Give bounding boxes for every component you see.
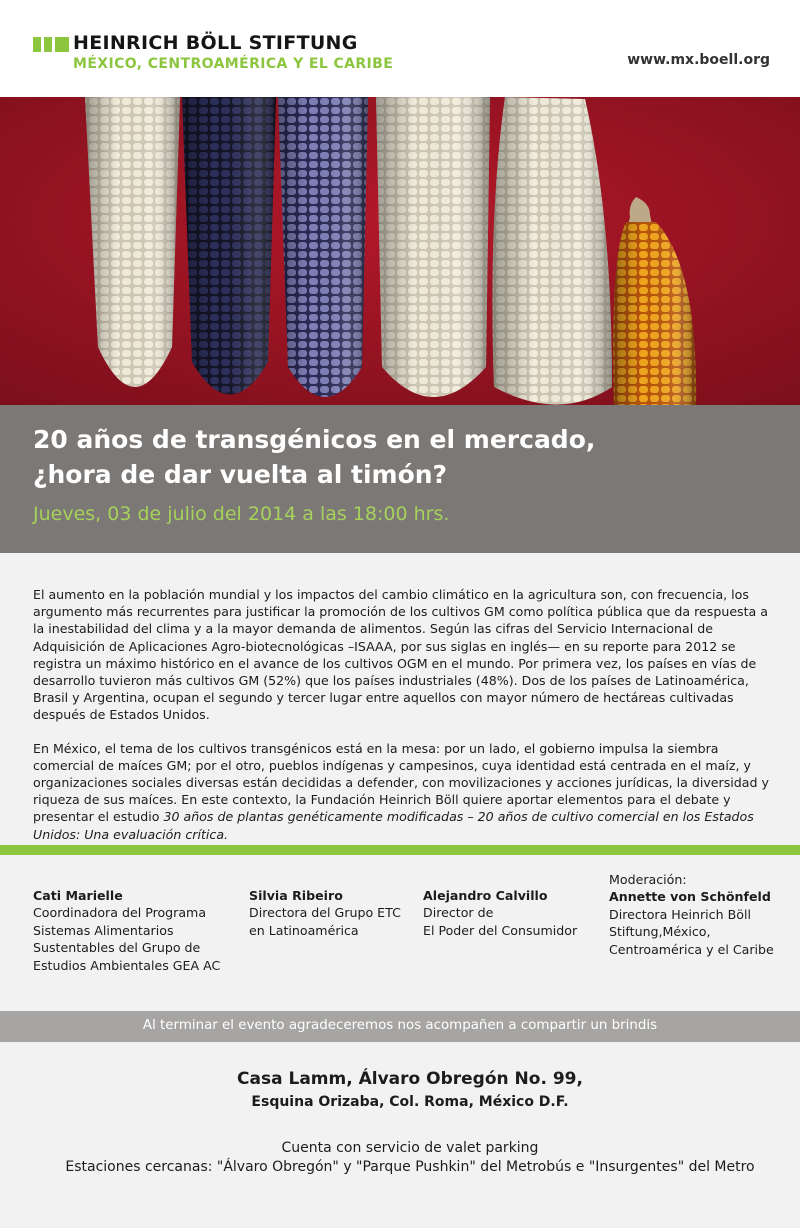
description-paragraph-1: El aumento en la población mundial y los impactos del cambio climático en la agricultura son, con frecuencia, los argumento más recurrentes para justificar la promoción de los cultivos GM como política pública que da respuesta a la inestabilidad del clima y a la mayor demanda de alimentos. Según las cifras del Servicio Internacional de Adquisición de Aplicaciones Agro-biotecnológicas –ISAAA, por sus siglas en inglés— en su reporte para 2012 se registra un máximo histórico en el avance de los cultivos OGM en el mundo. Por primera vez, los países en vías de desarrollo tuvieron más cultivos GM (52%) que los países industriales (48%). Dos de los países de Latinoamérica, Brasil y Argentina, ocupan el segundo y tercer lugar entre aquellos con mayor número de hectáreas cultivadas después de Estados Unidos.: [33, 587, 768, 723]
moderator-annette-von-schonfeld: [609, 871, 774, 958]
paragraph-2-text: En México, el tema de los cultivos transgénicos está en la mesa: por un lado, el gobierno impulsa la siembra comercial de maíces GM; por el otro, pueblos indígenas y campesinos, cuya identidad está centrada en el maíz, y organizaciones sociales diversas están decididas a defender, con movilizaciones y acciones jurídicas, la diversidad y riqueza de sus maíces. En este contexto, la Fundación Heinrich Böll quiere aportar elementos para el debate y presentar el estudio: [33, 740, 769, 825]
org-region: MÉXICO, CENTROAMÉRICA Y EL CARIBE: [73, 56, 394, 72]
speaker-role-line: Coordinadora del Programa: [33, 905, 207, 921]
brindis-note: Al terminar el evento agradeceremos nos acompañen a compartir un brindis: [142, 1018, 658, 1033]
speaker-cati-marielle: [33, 887, 220, 974]
speaker-role-line: Stiftung,México,: [609, 924, 711, 940]
speaker-role-line: en Latinoamérica: [249, 922, 359, 938]
divider-green: [0, 845, 800, 855]
nearby-stations: Estaciones cercanas: "Álvaro Obregón" y "Parque Pushkin" del Metrobús e "Insurgentes" del Metro: [65, 1159, 755, 1175]
speaker-role-line: Directora Heinrich Böll: [609, 906, 751, 922]
speaker-role-line: Director de: [423, 905, 494, 921]
speaker-alejandro-calvillo: [423, 887, 577, 939]
venue-line-1: Casa Lamm, Álvaro Obregón No. 99,: [237, 1069, 583, 1089]
speaker-name: Alejandro Calvillo: [423, 888, 548, 903]
speaker-role-line: Directora del Grupo ETC: [249, 905, 401, 921]
speaker-role-line: El Poder del Consumidor: [423, 922, 578, 938]
valet-parking-note: Cuenta con servicio de valet parking: [281, 1140, 539, 1156]
website-link[interactable]: www.mx.boell.org: [627, 52, 770, 68]
speaker-name: Annette von Schönfeld: [609, 889, 771, 905]
speaker-role-line: Estudios Ambientales GEA AC: [33, 957, 221, 973]
event-title-line2: ¿hora de dar vuelta al timón?: [33, 460, 448, 489]
transport-info: [0, 1139, 800, 1177]
header: [0, 0, 800, 97]
speaker-role-line: Centroamérica y el Caribe: [609, 941, 774, 957]
event-description: [33, 586, 771, 859]
venue-line-2: Esquina Orizaba, Col. Roma, México D.F.: [251, 1094, 569, 1110]
description-paragraph-2: [33, 740, 771, 843]
corn-cobs-illustration: [0, 97, 800, 405]
speaker-name: Silvia Ribeiro: [249, 888, 343, 903]
speaker-role-line: Sistemas Alimentarios: [33, 922, 174, 938]
foundation-logo-icon: [33, 37, 69, 52]
speaker-silvia-ribeiro: [249, 887, 401, 939]
speaker-name: Cati Marielle: [33, 888, 123, 903]
moderator-label: Moderación:: [609, 872, 687, 887]
venue-address: [0, 1068, 800, 1114]
event-title: [33, 422, 773, 492]
event-date: Jueves, 03 de julio del 2014 a las 18:00 hrs.: [33, 503, 450, 525]
speaker-role-line: Sustentables del Grupo de: [33, 940, 201, 956]
study-title: 30 años de plantas genéticamente modificadas – 20 años de cultivo comercial en los Estados Unidos: Una evaluación crítica.: [33, 809, 754, 842]
event-title-line1: 20 años de transgénicos en el mercado,: [33, 425, 596, 454]
hero-image-corn: [0, 97, 800, 405]
org-name: HEINRICH BÖLL STIFTUNG: [73, 32, 358, 54]
